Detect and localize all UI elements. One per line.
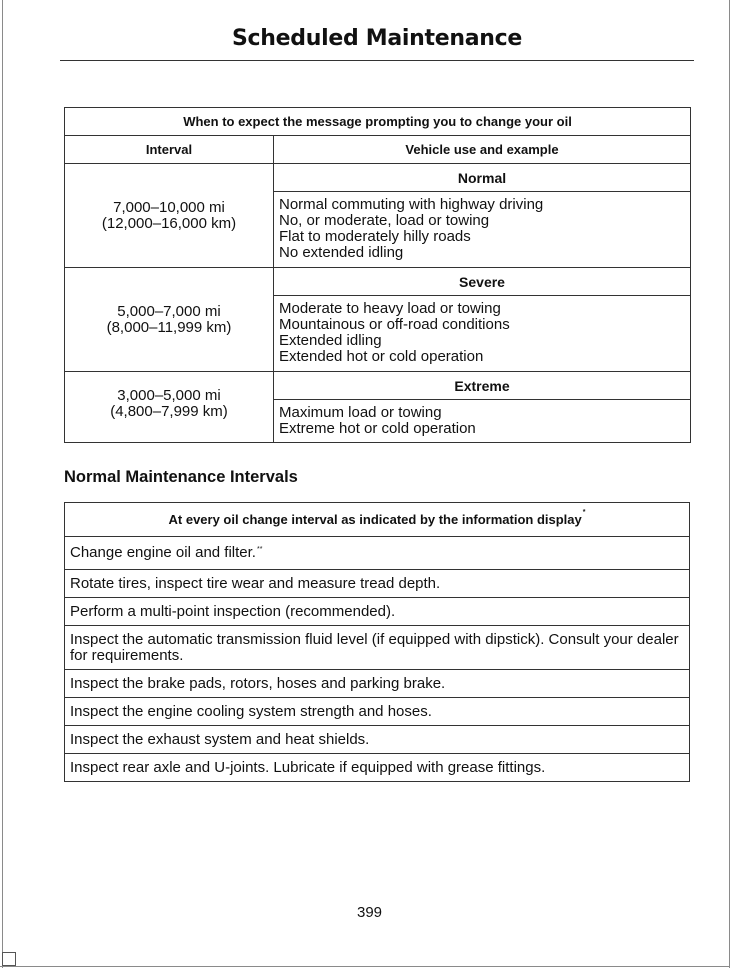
maintenance-item: Inspect the exhaust system and heat shields. [65, 726, 690, 754]
interval-cell-normal [65, 164, 274, 268]
example-line: Extreme hot or cold operation [279, 420, 476, 437]
examples-severe [274, 296, 691, 372]
maintenance-item: Inspect the brake pads, rotors, hoses and parking brake. [65, 670, 690, 698]
page-title: Scheduled Maintenance [232, 26, 522, 51]
example-line: Extended hot or cold operation [279, 348, 484, 365]
page-bottom-edge [0, 966, 730, 967]
maintenance-item: Perform a multi-point inspection (recommended). [65, 598, 690, 626]
interval-cell-severe [65, 268, 274, 372]
oil-table-caption: When to expect the message prompting you to change your oil [65, 108, 691, 136]
interval-miles: 7,000–10,000 mi [113, 198, 225, 216]
examples-normal [274, 192, 691, 268]
category-normal: Normal [274, 164, 691, 192]
example-line: Normal commuting with highway driving [279, 196, 544, 213]
examples-extreme [274, 400, 691, 443]
header-text: At every oil change interval as indicated by the information display [168, 512, 582, 527]
maintenance-item [65, 537, 690, 570]
usage-column-header: Vehicle use and example [274, 136, 691, 164]
oil-change-message-table [64, 107, 691, 443]
maintenance-table-header [65, 503, 690, 537]
example-line: Extended idling [279, 332, 382, 349]
example-line: No, or moderate, load or towing [279, 212, 490, 229]
item-text: Change engine oil and filter. [70, 544, 256, 561]
footnote-marker: ** [256, 546, 263, 553]
example-line: Flat to moderately hilly roads [279, 228, 471, 245]
example-line: Moderate to heavy load or towing [279, 300, 501, 317]
page-number: 399 [356, 904, 383, 921]
title-rule [60, 60, 694, 61]
page-left-edge [2, 0, 3, 968]
category-severe: Severe [274, 268, 691, 296]
interval-column-header: Interval [65, 136, 274, 164]
interval-miles: 5,000–7,000 mi [117, 302, 221, 320]
section-heading: Normal Maintenance Intervals [64, 468, 298, 486]
interval-km: (8,000–11,999 km) [106, 318, 232, 336]
example-line: Mountainous or off-road conditions [279, 316, 510, 333]
normal-maintenance-table [64, 502, 690, 782]
maintenance-item: Rotate tires, inspect tire wear and measure tread depth. [65, 570, 690, 598]
example-line: Maximum load or towing [279, 404, 442, 421]
maintenance-item: Inspect rear axle and U-joints. Lubricate if equipped with grease fittings. [65, 754, 690, 782]
maintenance-item: Inspect the engine cooling system strength and hoses. [65, 698, 690, 726]
interval-km: (4,800–7,999 km) [110, 403, 228, 420]
page-corner-box [2, 952, 16, 966]
maintenance-item: Inspect the automatic transmission fluid level (if equipped with dipstick). Consult your dealer for requirements. [65, 626, 690, 670]
interval-miles: 3,000–5,000 mi [117, 387, 221, 404]
interval-cell-extreme [65, 372, 274, 443]
example-line: No extended idling [279, 244, 404, 261]
interval-km: (12,000–16,000 km) [101, 214, 237, 232]
footnote-marker: * [582, 509, 586, 516]
page-right-edge [729, 0, 730, 968]
category-extreme: Extreme [274, 372, 691, 400]
